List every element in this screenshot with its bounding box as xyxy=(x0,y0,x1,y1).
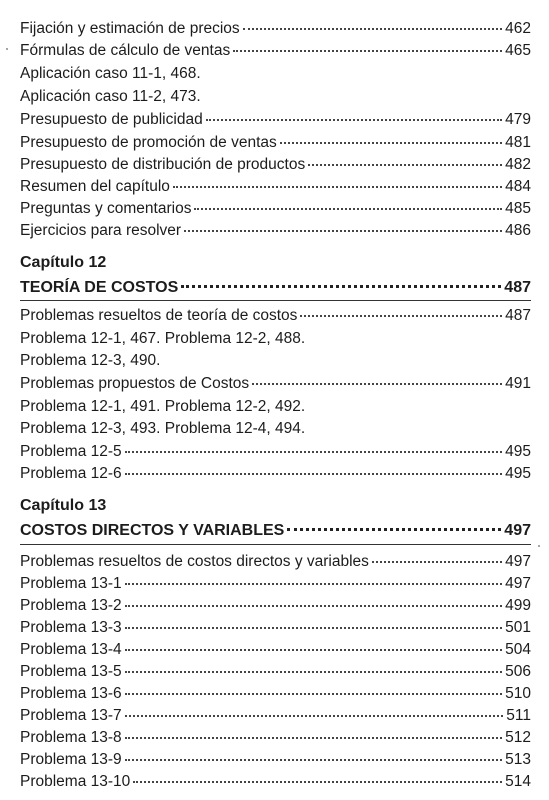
entry-page: 495 xyxy=(505,465,531,482)
entry-page: 514 xyxy=(505,773,531,790)
toc-subentry: Aplicación caso 11-2, 473. xyxy=(20,88,201,105)
entry-title: Problema 13-10 xyxy=(20,773,131,790)
toc-entry xyxy=(20,374,531,394)
dot-leader xyxy=(194,208,502,210)
entry-page: 512 xyxy=(505,729,531,746)
dot-leader xyxy=(125,583,502,585)
chapter-title-row xyxy=(20,520,531,542)
entry-page: 487 xyxy=(505,307,531,324)
entry-title: Presupuesto de promoción de ventas xyxy=(20,134,277,151)
toc-entry xyxy=(20,706,531,726)
entry-title: Ejercicios para resolver xyxy=(20,222,182,239)
entry-page: 484 xyxy=(505,178,531,195)
entry-title: Problema 13-8 xyxy=(20,729,122,746)
entry-title: Problema 13-4 xyxy=(20,641,122,658)
toc-entry xyxy=(20,662,531,682)
entry-title: Problemas propuestos de Costos xyxy=(20,375,250,392)
entry-title: Problema 13-6 xyxy=(20,685,122,702)
entry-page: 497 xyxy=(505,575,531,592)
dot-leader xyxy=(125,759,502,761)
entry-title: Problema 13-3 xyxy=(20,619,122,636)
dot-leader xyxy=(125,627,502,629)
dot-leader xyxy=(125,737,502,739)
toc-subentry: Problema 12-1, 467. Problema 12-2, 488. xyxy=(20,330,306,347)
entry-title: Fijación y estimación de precios xyxy=(20,20,240,37)
chapter-title: COSTOS DIRECTOS Y VARIABLES xyxy=(20,522,285,539)
toc-subentry: Problema 12-1, 491. Problema 12-2, 492. xyxy=(20,398,306,415)
chapter-label: Capítulo 13 xyxy=(20,497,107,514)
entry-title: Problema 12-5 xyxy=(20,443,122,460)
dot-leader xyxy=(125,649,502,651)
toc-entry xyxy=(20,552,531,572)
divider xyxy=(20,300,531,301)
toc-subentry: Problema 12-3, 490. xyxy=(20,352,161,369)
entry-page: 504 xyxy=(505,641,531,658)
entry-page: 495 xyxy=(505,443,531,460)
dot-leader xyxy=(125,451,502,453)
entry-title: Problema 13-9 xyxy=(20,751,122,768)
dot-leader xyxy=(243,28,502,30)
toc-entry xyxy=(20,574,531,594)
toc-subentry: Aplicación caso 11-1, 468. xyxy=(20,65,201,82)
chapter-page: 487 xyxy=(504,279,531,296)
entry-page: 511 xyxy=(506,707,531,724)
toc-entry xyxy=(20,133,531,153)
scan-speck xyxy=(6,48,8,50)
entry-title: Presupuesto de distribución de productos xyxy=(20,156,306,173)
toc-entry xyxy=(20,772,531,792)
entry-page: 499 xyxy=(505,597,531,614)
dot-leader xyxy=(206,119,502,121)
entry-title: Problema 13-2 xyxy=(20,597,122,614)
toc-entry xyxy=(20,199,531,219)
entry-title: Resumen del capítulo xyxy=(20,178,170,195)
dot-leader xyxy=(372,561,502,563)
entry-page: 462 xyxy=(505,20,531,37)
toc-entry xyxy=(20,728,531,748)
entry-title: Fórmulas de cálculo de ventas xyxy=(20,42,231,59)
dot-leader xyxy=(233,50,502,52)
toc-entry xyxy=(20,177,531,197)
dot-leader xyxy=(300,315,502,317)
entry-title: Problemas resueltos de costos directos y variables xyxy=(20,553,369,570)
dot-leader xyxy=(133,781,502,783)
divider xyxy=(20,544,531,545)
dot-leader xyxy=(308,164,502,166)
toc-entry xyxy=(20,618,531,638)
toc-entry xyxy=(20,19,531,39)
dot-leader xyxy=(125,715,504,717)
entry-title: Problema 12-6 xyxy=(20,465,122,482)
chapter-title: TEORÍA DE COSTOS xyxy=(20,279,179,296)
entry-page: 485 xyxy=(505,200,531,217)
entry-title: Problema 13-1 xyxy=(20,575,122,592)
entry-page: 481 xyxy=(505,134,531,151)
toc-entry xyxy=(20,41,531,61)
dot-leader xyxy=(173,186,502,188)
scan-speck xyxy=(538,545,540,547)
dot-leader xyxy=(125,671,502,673)
entry-page: 482 xyxy=(505,156,531,173)
chapter-title-row xyxy=(20,277,531,299)
dot-leader xyxy=(287,528,501,531)
dot-leader xyxy=(125,693,502,695)
toc-entry xyxy=(20,640,531,660)
dot-leader xyxy=(181,285,501,288)
toc-subentry: Problema 12-3, 493. Problema 12-4, 494. xyxy=(20,420,306,437)
dot-leader xyxy=(125,605,502,607)
entry-title: Presupuesto de publicidad xyxy=(20,111,203,128)
entry-page: 491 xyxy=(505,375,531,392)
entry-title: Problemas resueltos de teoría de costos xyxy=(20,307,298,324)
entry-page: 479 xyxy=(505,111,531,128)
toc-entry xyxy=(20,596,531,616)
entry-page: 506 xyxy=(505,663,531,680)
entry-page: 497 xyxy=(505,553,531,570)
toc-entry xyxy=(20,221,531,241)
entry-page: 510 xyxy=(505,685,531,702)
entry-page: 465 xyxy=(505,42,531,59)
entry-page: 513 xyxy=(505,751,531,768)
dot-leader xyxy=(280,142,502,144)
entry-title: Problema 13-5 xyxy=(20,663,122,680)
toc-entry xyxy=(20,464,531,484)
entry-title: Preguntas y comentarios xyxy=(20,200,192,217)
toc-entry xyxy=(20,750,531,770)
chapter-page: 497 xyxy=(504,522,531,539)
toc-entry xyxy=(20,684,531,704)
toc-entry xyxy=(20,155,531,175)
toc-entry xyxy=(20,442,531,462)
entry-title: Problema 13-7 xyxy=(20,707,122,724)
dot-leader xyxy=(125,473,502,475)
dot-leader xyxy=(184,230,502,232)
toc-entry xyxy=(20,306,531,326)
entry-page: 501 xyxy=(505,619,531,636)
chapter-label: Capítulo 12 xyxy=(20,254,107,271)
toc-entry xyxy=(20,110,531,130)
entry-page: 486 xyxy=(505,222,531,239)
dot-leader xyxy=(252,383,502,385)
